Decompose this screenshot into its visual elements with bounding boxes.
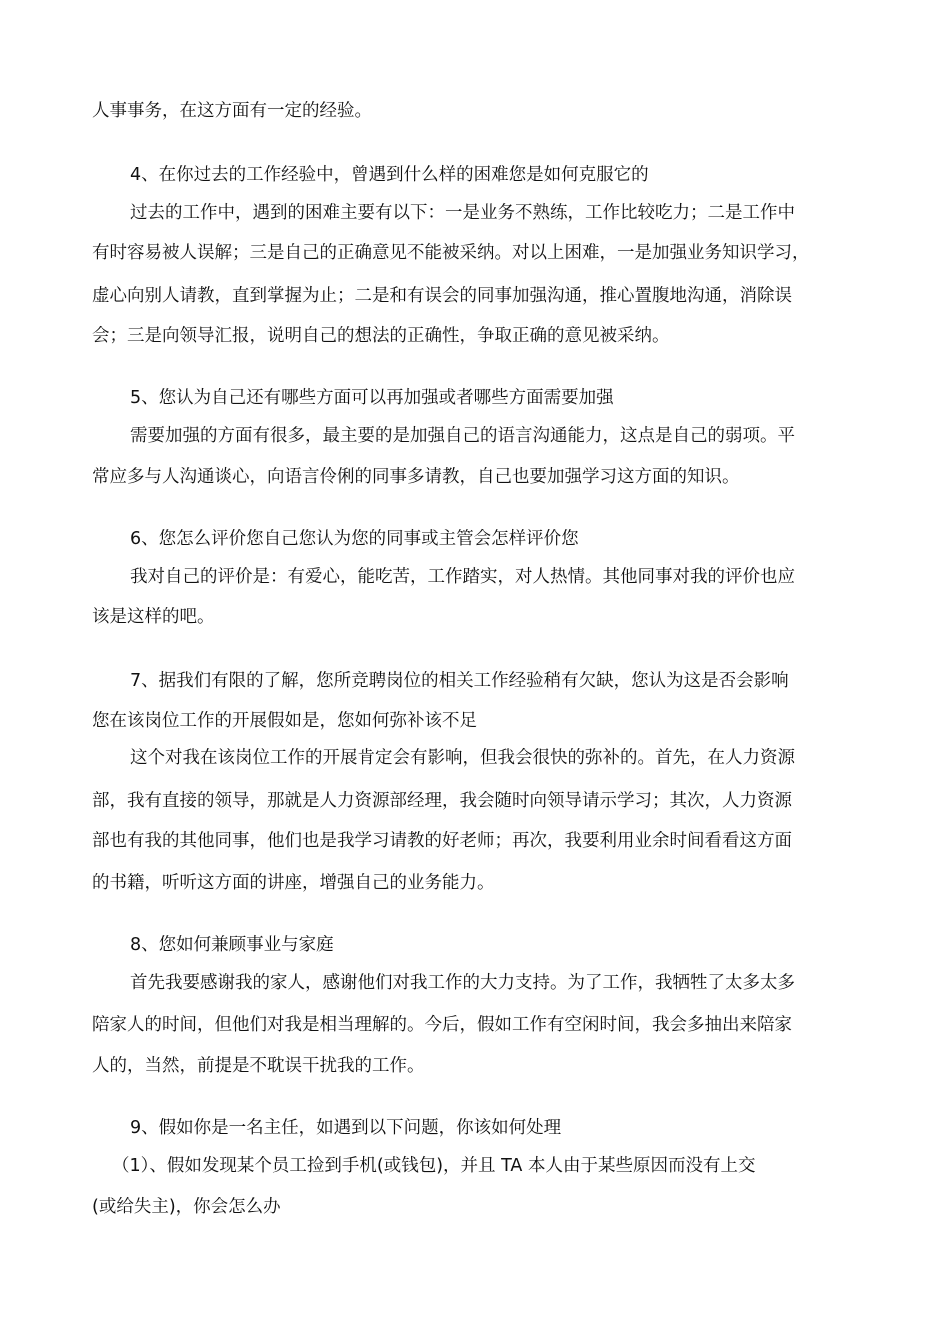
paragraph-line: 常应多与人沟通谈心，向语言伶俐的同事多请教，自己也要加强学习这方面的知识。 — [92, 467, 740, 487]
paragraph-line: 过去的工作中，遇到的困难主要有以下：一是业务不熟练，工作比较吃力；二是工作中 — [130, 203, 795, 223]
question-heading: 9、假如你是一名主任，如遇到以下问题，你该如何处理 — [130, 1118, 562, 1138]
sub-question-line: (或给失主)，你会怎么办 — [92, 1197, 281, 1217]
paragraph-line: 首先我要感谢我的家人，感谢他们对我工作的大力支持。为了工作，我牺牲了太多太多 — [130, 973, 795, 993]
question-heading: 7、据我们有限的了解，您所竞聘岗位的相关工作经验稍有欠缺，您认为这是否会影响 — [130, 671, 789, 691]
paragraph-line: 会；三是向领导汇报，说明自己的想法的正确性，争取正确的意见被采纳。 — [92, 326, 670, 346]
paragraph-line: 虚心向别人请教，直到掌握为止；二是和有误会的同事加强沟通，推心置腹地沟通，消除误 — [92, 286, 792, 306]
question-heading: 4、在你过去的工作经验中，曾遇到什么样的困难您是如何克服它的 — [130, 165, 649, 185]
paragraph-line: 部，我有直接的领导，那就是人力资源部经理，我会随时向领导请示学习；其次，人力资源 — [92, 791, 792, 811]
paragraph-line: 人的，当然，前提是不耽误干扰我的工作。 — [92, 1056, 425, 1076]
paragraph-line: 陪家人的时间，但他们对我是相当理解的。今后，假如工作有空闲时间，我会多抽出来陪家 — [92, 1015, 792, 1035]
question-heading: 8、您如何兼顾事业与家庭 — [130, 935, 334, 955]
question-heading: 5、您认为自己还有哪些方面可以再加强或者哪些方面需要加强 — [130, 388, 614, 408]
question-heading: 6、您怎么评价您自己您认为您的同事或主管会怎样评价您 — [130, 529, 579, 549]
paragraph-line: 该是这样的吧。 — [92, 607, 215, 627]
question-heading-continued: 您在该岗位工作的开展假如是，您如何弥补该不足 — [92, 711, 477, 731]
sub-question-line: （1）、假如发现某个员工捡到手机(或钱包)，并且 TA 本人由于某些原因而没有上交 — [112, 1156, 756, 1176]
paragraph-line: 的书籍，听听这方面的讲座，增强自己的业务能力。 — [92, 873, 495, 893]
paragraph-line: 需要加强的方面有很多，最主要的是加强自己的语言沟通能力，这点是自己的弱项。平 — [130, 426, 795, 446]
paragraph-line: 部也有我的其他同事，他们也是我学习请教的好老师；再次，我要利用业余时间看看这方面 — [92, 831, 792, 851]
paragraph-line: 有时容易被人误解；三是自己的正确意见不能被采纳。对以上困难，一是加强业务知识学习， — [92, 243, 810, 263]
paragraph-line: 我对自己的评价是：有爱心，能吃苦，工作踏实，对人热情。其他同事对我的评价也应 — [130, 567, 795, 587]
paragraph-line: 这个对我在该岗位工作的开展肯定会有影响，但我会很快的弥补的。首先，在人力资源 — [130, 748, 795, 768]
paragraph-line: 人事事务，在这方面有一定的经验。 — [92, 101, 372, 121]
